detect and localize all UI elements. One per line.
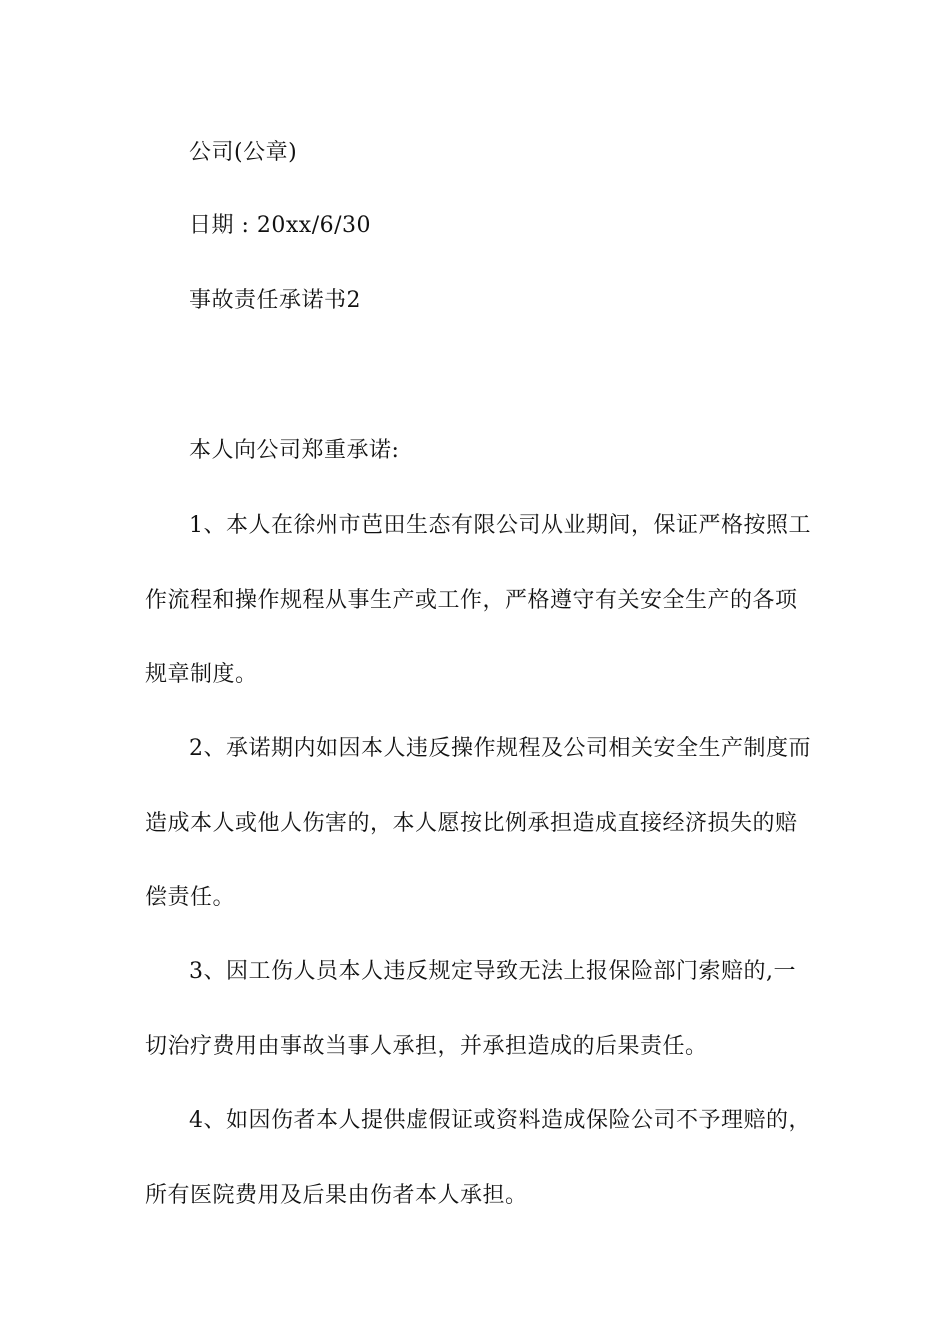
item-3-line-1: 3、因工伤人员本人违反规定导致无法上报保险部门索赔的,一 xyxy=(189,959,796,984)
item-2-line-3: 偿责任。 xyxy=(145,885,236,910)
company-seal-line: 公司(公章) xyxy=(189,140,298,165)
item-1-line-1: 1、本人在徐州市芭田生态有限公司从业期间，保证严格按照工 xyxy=(189,513,811,538)
item-3-line-2: 切治疗费用由事故当事人承担，并承担造成的后果责任。 xyxy=(145,1034,708,1059)
item-1-line-3: 规章制度。 xyxy=(145,662,258,687)
item-4-line-1: 4、如因伤者本人提供虚假证或资料造成保险公司不予理赔的， xyxy=(189,1108,811,1133)
item-2-line-2: 造成本人或他人伤害的，本人愿按比例承担造成直接经济损失的赔 xyxy=(145,811,798,836)
item-4-line-2: 所有医院费用及后果由伤者本人承担。 xyxy=(145,1183,528,1208)
date-line: 日期 : 20xx/6/30 xyxy=(189,213,372,238)
intro-paragraph: 本人向公司郑重承诺: xyxy=(189,438,400,463)
item-1-line-2: 作流程和操作规程从事生产或工作，严格遵守有关安全生产的各项 xyxy=(145,588,798,613)
item-2-line-1: 2、承诺期内如因本人违反操作规程及公司相关安全生产制度而 xyxy=(189,736,811,761)
section-title: 事故责任承诺书2 xyxy=(189,288,361,313)
